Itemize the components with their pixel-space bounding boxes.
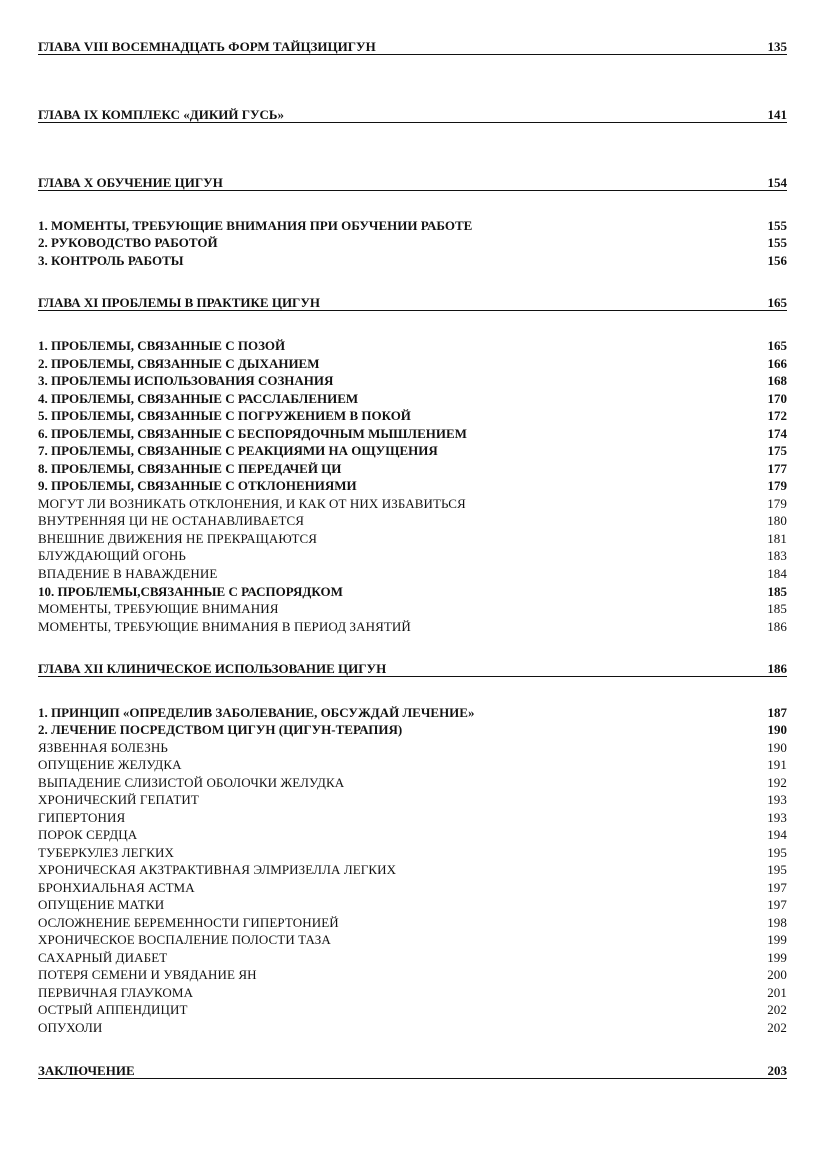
toc-chapter-11[interactable]	[38, 296, 787, 311]
toc-subentry[interactable]	[38, 863, 787, 876]
toc-subentry[interactable]	[38, 758, 787, 771]
toc-page-number: 155	[767, 218, 787, 233]
toc-chapter-title: ГЛАВА XI ПРОБЛЕМЫ В ПРАКТИКЕ ЦИГУН	[38, 295, 320, 310]
toc-page-number: 154	[767, 175, 787, 190]
toc-page-number: 187	[767, 705, 787, 720]
toc-page-number: 201	[767, 985, 787, 1000]
toc-subentry[interactable]	[38, 514, 787, 527]
toc-subentry-title: ХРОНИЧЕСКАЯ АКЗТРАКТИВНАЯ ЭЛМРИЗЕЛЛА ЛЕГКИХ	[38, 862, 397, 877]
toc-page-number: 174	[767, 426, 787, 441]
toc-entry-title: 1. ПРОБЛЕМЫ, СВЯЗАННЫЕ С ПОЗОЙ	[38, 338, 286, 353]
toc-page-number: 156	[767, 253, 787, 268]
toc-entry[interactable]	[38, 706, 787, 719]
toc-page-number: 199	[767, 932, 787, 947]
toc-entry[interactable]	[38, 409, 787, 422]
toc-chapter-12[interactable]	[38, 662, 787, 677]
toc-page-number: 181	[767, 531, 787, 546]
toc-page-number: 179	[767, 496, 787, 511]
toc-entry-title: 6. ПРОБЛЕМЫ, СВЯЗАННЫЕ С БЕСПОРЯДОЧНЫМ МЫШЛЕНИЕМ	[38, 426, 467, 441]
toc-subentry-title: ВЫПАДЕНИЕ СЛИЗИСТОЙ ОБОЛОЧКИ ЖЕЛУДКА	[38, 775, 345, 790]
toc-page-number: 165	[767, 338, 787, 353]
toc-subentry[interactable]	[38, 846, 787, 859]
toc-page-number: 198	[767, 915, 787, 930]
toc-entry-title: 5. ПРОБЛЕМЫ, СВЯЗАННЫЕ С ПОГРУЖЕНИЕМ В ПОКОЙ	[38, 408, 411, 423]
toc-subentry-title: ОПУЩЕНИЕ МАТКИ	[38, 897, 165, 912]
toc-subentry-title: ПОРОК СЕРДЦА	[38, 827, 138, 842]
toc-entry-title: 3. КОНТРОЛЬ РАБОТЫ	[38, 253, 184, 268]
toc-entry[interactable]	[38, 339, 787, 352]
toc-page-number: 195	[767, 862, 787, 877]
toc-subentry-title: ВНУТРЕННЯЯ ЦИ НЕ ОСТАНАВЛИВАЕТСЯ	[38, 513, 305, 528]
toc-subentry-title: ВНЕШНИЕ ДВИЖЕНИЯ НЕ ПРЕКРАЩАЮТСЯ	[38, 531, 318, 546]
toc-page-number: 175	[767, 443, 787, 458]
toc-chapter-title: ГЛАВА IX КОМПЛЕКС «ДИКИЙ ГУСЬ»	[38, 107, 285, 122]
toc-page-number: 165	[767, 295, 787, 310]
toc-subentry-title: САХАРНЫЙ ДИАБЕТ	[38, 950, 168, 965]
toc-subentry[interactable]	[38, 602, 787, 615]
toc-subentry-title: МОГУТ ЛИ ВОЗНИКАТЬ ОТКЛОНЕНИЯ, И КАК ОТ НИХ ИЗБАВИТЬСЯ	[38, 496, 466, 511]
toc-page-number: 186	[767, 661, 787, 676]
toc-page-number: 191	[767, 757, 787, 772]
toc-subentry[interactable]	[38, 881, 787, 894]
toc-entry[interactable]	[38, 723, 787, 736]
toc-subentry-title: МОМЕНТЫ, ТРЕБУЮЩИЕ ВНИМАНИЯ В ПЕРИОД ЗАНЯТИЙ	[38, 619, 411, 634]
toc-subentry-title: ОПУЩЕНИЕ ЖЕЛУДКА	[38, 757, 182, 772]
toc-subentry[interactable]	[38, 1003, 787, 1016]
toc-subentry[interactable]	[38, 549, 787, 562]
toc-subentry[interactable]	[38, 828, 787, 841]
toc-page-number: 194	[767, 827, 787, 842]
toc-page-number: 199	[767, 950, 787, 965]
toc-page-number: 177	[767, 461, 787, 476]
toc-subentry[interactable]	[38, 741, 787, 754]
toc-subentry-title: ВПАДЕНИЕ В НАВАЖДЕНИЕ	[38, 566, 218, 581]
toc-subentry[interactable]	[38, 986, 787, 999]
toc-page-number: 202	[767, 1002, 787, 1017]
toc-page-number: 170	[767, 391, 787, 406]
toc-page-number: 185	[767, 601, 787, 616]
toc-subentry[interactable]	[38, 532, 787, 545]
toc-page-number: 193	[767, 792, 787, 807]
toc-entry[interactable]	[38, 462, 787, 475]
toc-page-number: 197	[767, 880, 787, 895]
toc-page-number: 192	[767, 775, 787, 790]
toc-entry[interactable]	[38, 392, 787, 405]
toc-page-number: 168	[767, 373, 787, 388]
toc-page-number: 155	[767, 235, 787, 250]
toc-chapter-title: ГЛАВА XII КЛИНИЧЕСКОЕ ИСПОЛЬЗОВАНИЕ ЦИГУН	[38, 661, 387, 676]
toc-entry-title: 9. ПРОБЛЕМЫ, СВЯЗАННЫЕ С ОТКЛОНЕНИЯМИ	[38, 478, 357, 493]
toc-entry[interactable]	[38, 219, 787, 232]
toc-page-number: 184	[767, 566, 787, 581]
toc-subentry-title: ХРОНИЧЕСКИЙ ГЕПАТИТ	[38, 792, 199, 807]
toc-page-number: 202	[767, 1020, 787, 1035]
toc-subentry-title: ТУБЕРКУЛЕЗ ЛЕГКИХ	[38, 845, 175, 860]
toc-subentry[interactable]	[38, 1021, 787, 1034]
toc-entry[interactable]	[38, 585, 787, 598]
toc-subentry-title: БРОНХИАЛЬНАЯ АСТМА	[38, 880, 195, 895]
toc-page-number: 197	[767, 897, 787, 912]
toc-page-number: 193	[767, 810, 787, 825]
toc-subentry[interactable]	[38, 776, 787, 789]
toc-page-number: 180	[767, 513, 787, 528]
toc-subentry[interactable]	[38, 811, 787, 824]
toc-entry-title: 2. ПРОБЛЕМЫ, СВЯЗАННЫЕ С ДЫХАНИЕМ	[38, 356, 320, 371]
toc-subentry[interactable]	[38, 497, 787, 510]
toc-subentry[interactable]	[38, 898, 787, 911]
toc-subentry[interactable]	[38, 567, 787, 580]
toc-subentry-title: ХРОНИЧЕСКОЕ ВОСПАЛЕНИЕ ПОЛОСТИ ТАЗА	[38, 932, 331, 947]
toc-entry-title: 1. МОМЕНТЫ, ТРЕБУЮЩИЕ ВНИМАНИЯ ПРИ ОБУЧЕНИИ РАБОТЕ	[38, 218, 473, 233]
toc-entry[interactable]	[38, 479, 787, 492]
toc-page-number: 190	[767, 722, 787, 737]
toc-entry[interactable]	[38, 357, 787, 370]
toc-entry-title: 1. ПРИНЦИП «ОПРЕДЕЛИВ ЗАБОЛЕВАНИЕ, ОБСУЖДАЙ ЛЕЧЕНИЕ»	[38, 705, 475, 720]
toc-entry[interactable]	[38, 374, 787, 387]
toc-page-number: 185	[767, 584, 787, 599]
toc-page-number: 186	[767, 619, 787, 634]
toc-entry-title: 10. ПРОБЛЕМЫ,СВЯЗАННЫЕ С РАСПОРЯДКОМ	[38, 584, 343, 599]
toc-subentry-title: ГИПЕРТОНИЯ	[38, 810, 126, 825]
toc-subentry[interactable]	[38, 793, 787, 806]
toc-page-number: 179	[767, 478, 787, 493]
toc-entry[interactable]	[38, 236, 787, 249]
toc-entry-title: 4. ПРОБЛЕМЫ, СВЯЗАННЫЕ С РАССЛАБЛЕНИЕМ	[38, 391, 359, 406]
toc-subentry[interactable]	[38, 620, 787, 633]
toc-chapter-10[interactable]	[38, 176, 787, 191]
toc-entry-title: 7. ПРОБЛЕМЫ, СВЯЗАННЫЕ С РЕАКЦИЯМИ НА ОЩУЩЕНИЯ	[38, 443, 438, 458]
toc-page-number: 183	[767, 548, 787, 563]
toc-page-number: 195	[767, 845, 787, 860]
toc-page-number: 135	[767, 39, 787, 54]
toc-entry-title: 2. ЛЕЧЕНИЕ ПОСРЕДСТВОМ ЦИГУН (ЦИГУН-ТЕРАПИЯ)	[38, 722, 403, 737]
toc-subentry-title: ОСЛОЖНЕНИЕ БЕРЕМЕННОСТИ ГИПЕРТОНИЕЙ	[38, 915, 339, 930]
toc-subentry-title: ОПУХОЛИ	[38, 1020, 103, 1035]
toc-subentry-title: МОМЕНТЫ, ТРЕБУЮЩИЕ ВНИМАНИЯ	[38, 601, 279, 616]
toc-subentry[interactable]	[38, 951, 787, 964]
toc-page-number: 141	[767, 107, 787, 122]
toc-chapter-8[interactable]	[38, 40, 787, 55]
toc-page-number: 190	[767, 740, 787, 755]
toc-subentry-title: ЯЗВЕННАЯ БОЛЕЗНЬ	[38, 740, 168, 755]
toc-entry[interactable]	[38, 444, 787, 457]
toc-subentry-title: ПЕРВИЧНАЯ ГЛАУКОМА	[38, 985, 194, 1000]
toc-entry-title: 8. ПРОБЛЕМЫ, СВЯЗАННЫЕ С ПЕРЕДАЧЕЙ ЦИ	[38, 461, 342, 476]
toc-subentry-title: БЛУЖДАЮЩИЙ ОГОНЬ	[38, 548, 186, 563]
toc-conclusion[interactable]	[38, 1064, 787, 1079]
toc-entry[interactable]	[38, 427, 787, 440]
toc-page-number: 166	[767, 356, 787, 371]
toc-chapter-9[interactable]	[38, 108, 787, 123]
toc-subentry-title: ОСТРЫЙ АППЕНДИЦИТ	[38, 1002, 188, 1017]
toc-chapter-title: ГЛАВА VIII ВОСЕМНАДЦАТЬ ФОРМ ТАЙЦЗИЦИГУН	[38, 39, 376, 54]
toc-page-number: 172	[767, 408, 787, 423]
toc-chapter-title: ГЛАВА X ОБУЧЕНИЕ ЦИГУН	[38, 175, 223, 190]
toc-subentry-title: ПОТЕРЯ СЕМЕНИ И УВЯДАНИЕ ЯН	[38, 967, 257, 982]
toc-entry-title: 2. РУКОВОДСТВО РАБОТОЙ	[38, 235, 218, 250]
toc-page-number: 200	[767, 967, 787, 982]
toc-subentry[interactable]	[38, 916, 787, 929]
toc-page-number: 203	[767, 1063, 787, 1078]
toc-entry[interactable]	[38, 254, 787, 267]
toc-chapter-title: ЗАКЛЮЧЕНИЕ	[38, 1063, 135, 1078]
toc-subentry[interactable]	[38, 968, 787, 981]
toc-entry-title: 3. ПРОБЛЕМЫ ИСПОЛЬЗОВАНИЯ СОЗНАНИЯ	[38, 373, 334, 388]
toc-subentry[interactable]	[38, 933, 787, 946]
